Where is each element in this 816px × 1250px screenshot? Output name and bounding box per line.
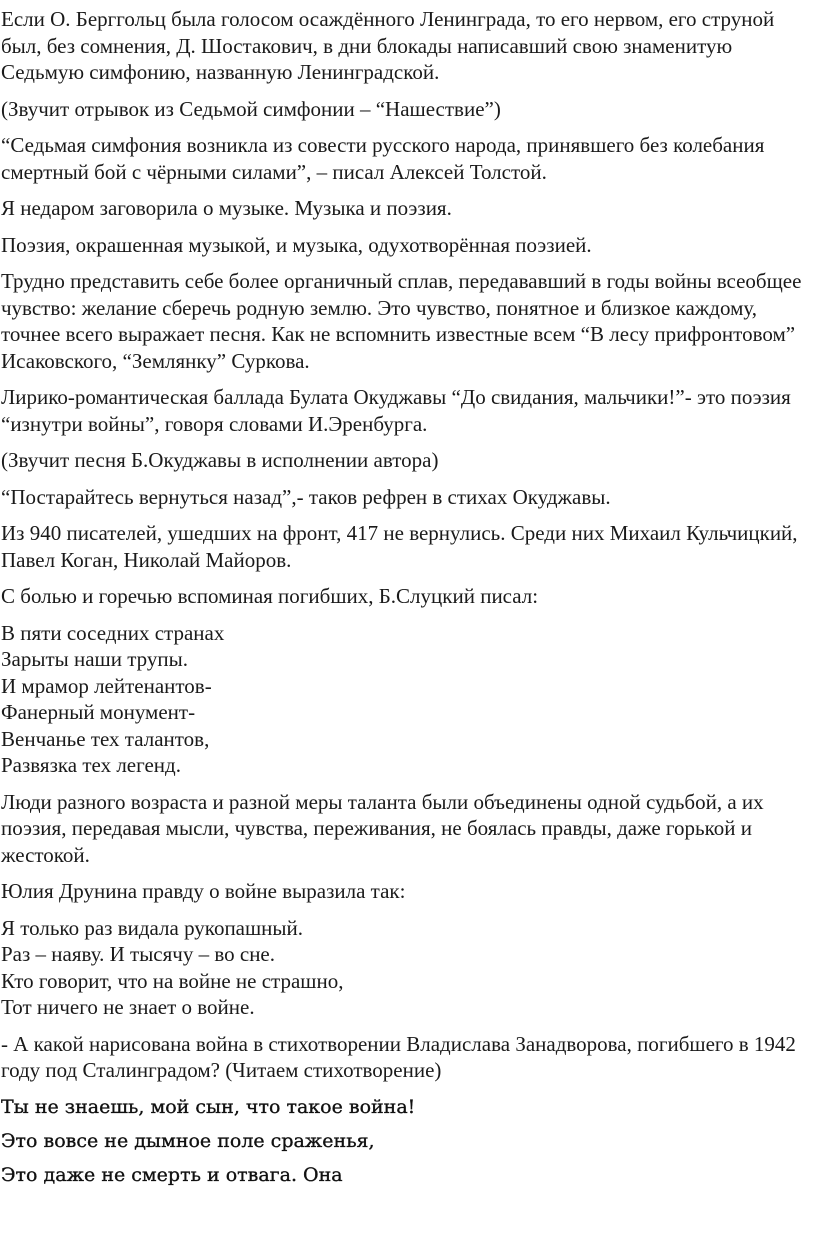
poem-line: И мрамор лейтенантов- <box>1 673 212 698</box>
paragraph: Люди разного возраста и разной меры таланта были объединены одной судьбой, а их поэзия, передавая мысли, чувства, переживания, не боялась правды, даже горькой и жестокой. <box>1 789 764 867</box>
poem-line: Это даже не смерть и отвага. Она <box>1 1163 343 1186</box>
poem-line: Тот ничего не знает о войне. <box>1 995 255 1019</box>
poem-line: Это вовсе не дымное поле сраженья, <box>1 1129 375 1152</box>
poem-line: Я только раз видала рукопашный. <box>1 915 304 940</box>
paragraph: Трудно представить себе более органичный сплав, передававший в годы войны всеобщее чувство: желание сберечь родную землю. Это чувство, понятное и близкое каждому, точнее всего выражает песня. Как не вспомнить известные всем “В лесу прифронтовом” Исаковского, “Землянку” Суркова. <box>1 269 802 373</box>
paragraph: Юлия Друнина правду о войне выразила так: <box>1 879 406 903</box>
poem-line: Развязка тех легенд. <box>1 753 181 777</box>
paragraph: Поэзия, окрашенная музыкой, и музыка, одухотворённая поэзией. <box>1 232 592 257</box>
poem-line: В пяти соседних странах <box>1 620 225 645</box>
poem-line: Кто говорит, что на войне не страшно, <box>1 968 344 993</box>
poem-line: Раз – наяву. И тысячу – во сне. <box>1 942 276 966</box>
paragraph: (Звучит песня Б.Окуджавы в исполнении автора) <box>1 448 439 472</box>
poem-line: Ты не знаешь, мой сын, что такое война! <box>1 1095 416 1118</box>
paragraph: - А какой нарисована война в стихотворении Владислава Занадворова, погибшего в 1942 году под Сталинградом? (Читаем стихотворение) <box>1 1031 796 1082</box>
poem-line: Фанерный монумент- <box>1 700 196 724</box>
paragraph: Если О. Берггольц была голосом осаждённого Ленинграда, то его нервом, его струной был, без сомнения, Д. Шостакович, в дни блокады написавший свою знаменитую Седьмую симфонию, названную Ленинградской. <box>1 7 775 84</box>
paragraph: Лирико-романтическая баллада Булата Окуджавы “До свидания, мальчики!”- это поэзия “изнутри войны”, говоря словами И.Эренбурга. <box>1 385 791 436</box>
paragraph: (Звучит отрывок из Седьмой симфонии – “Нашествие”) <box>1 96 501 121</box>
poem-zanadvorov <box>1 1094 816 1188</box>
poem-drunina <box>1 915 816 1021</box>
poem-line: Венчанье тех талантов, <box>1 726 210 751</box>
paragraph: С болью и горечью вспоминая погибших, Б.Слуцкий писал: <box>1 584 539 608</box>
paragraph: Я недаром заговорила о музыке. Музыка и поэзия. <box>1 196 452 220</box>
paragraph: Из 940 писателей, ушедших на фронт, 417 не вернулись. Среди них Михаил Кульчицкий, Павел Коган, Николай Майоров. <box>1 521 798 572</box>
paragraph: “Седьмая симфония возникла из совести русского народа, принявшего без колебания смертный бой с чёрными силами”, – писал Алексей Толстой. <box>1 133 765 184</box>
poem-line: Зарыты наши трупы. <box>1 647 188 671</box>
poem-slutsky <box>1 620 816 779</box>
paragraph: “Постарайтесь вернуться назад”,- таков рефрен в стихах Окуджавы. <box>1 484 611 509</box>
